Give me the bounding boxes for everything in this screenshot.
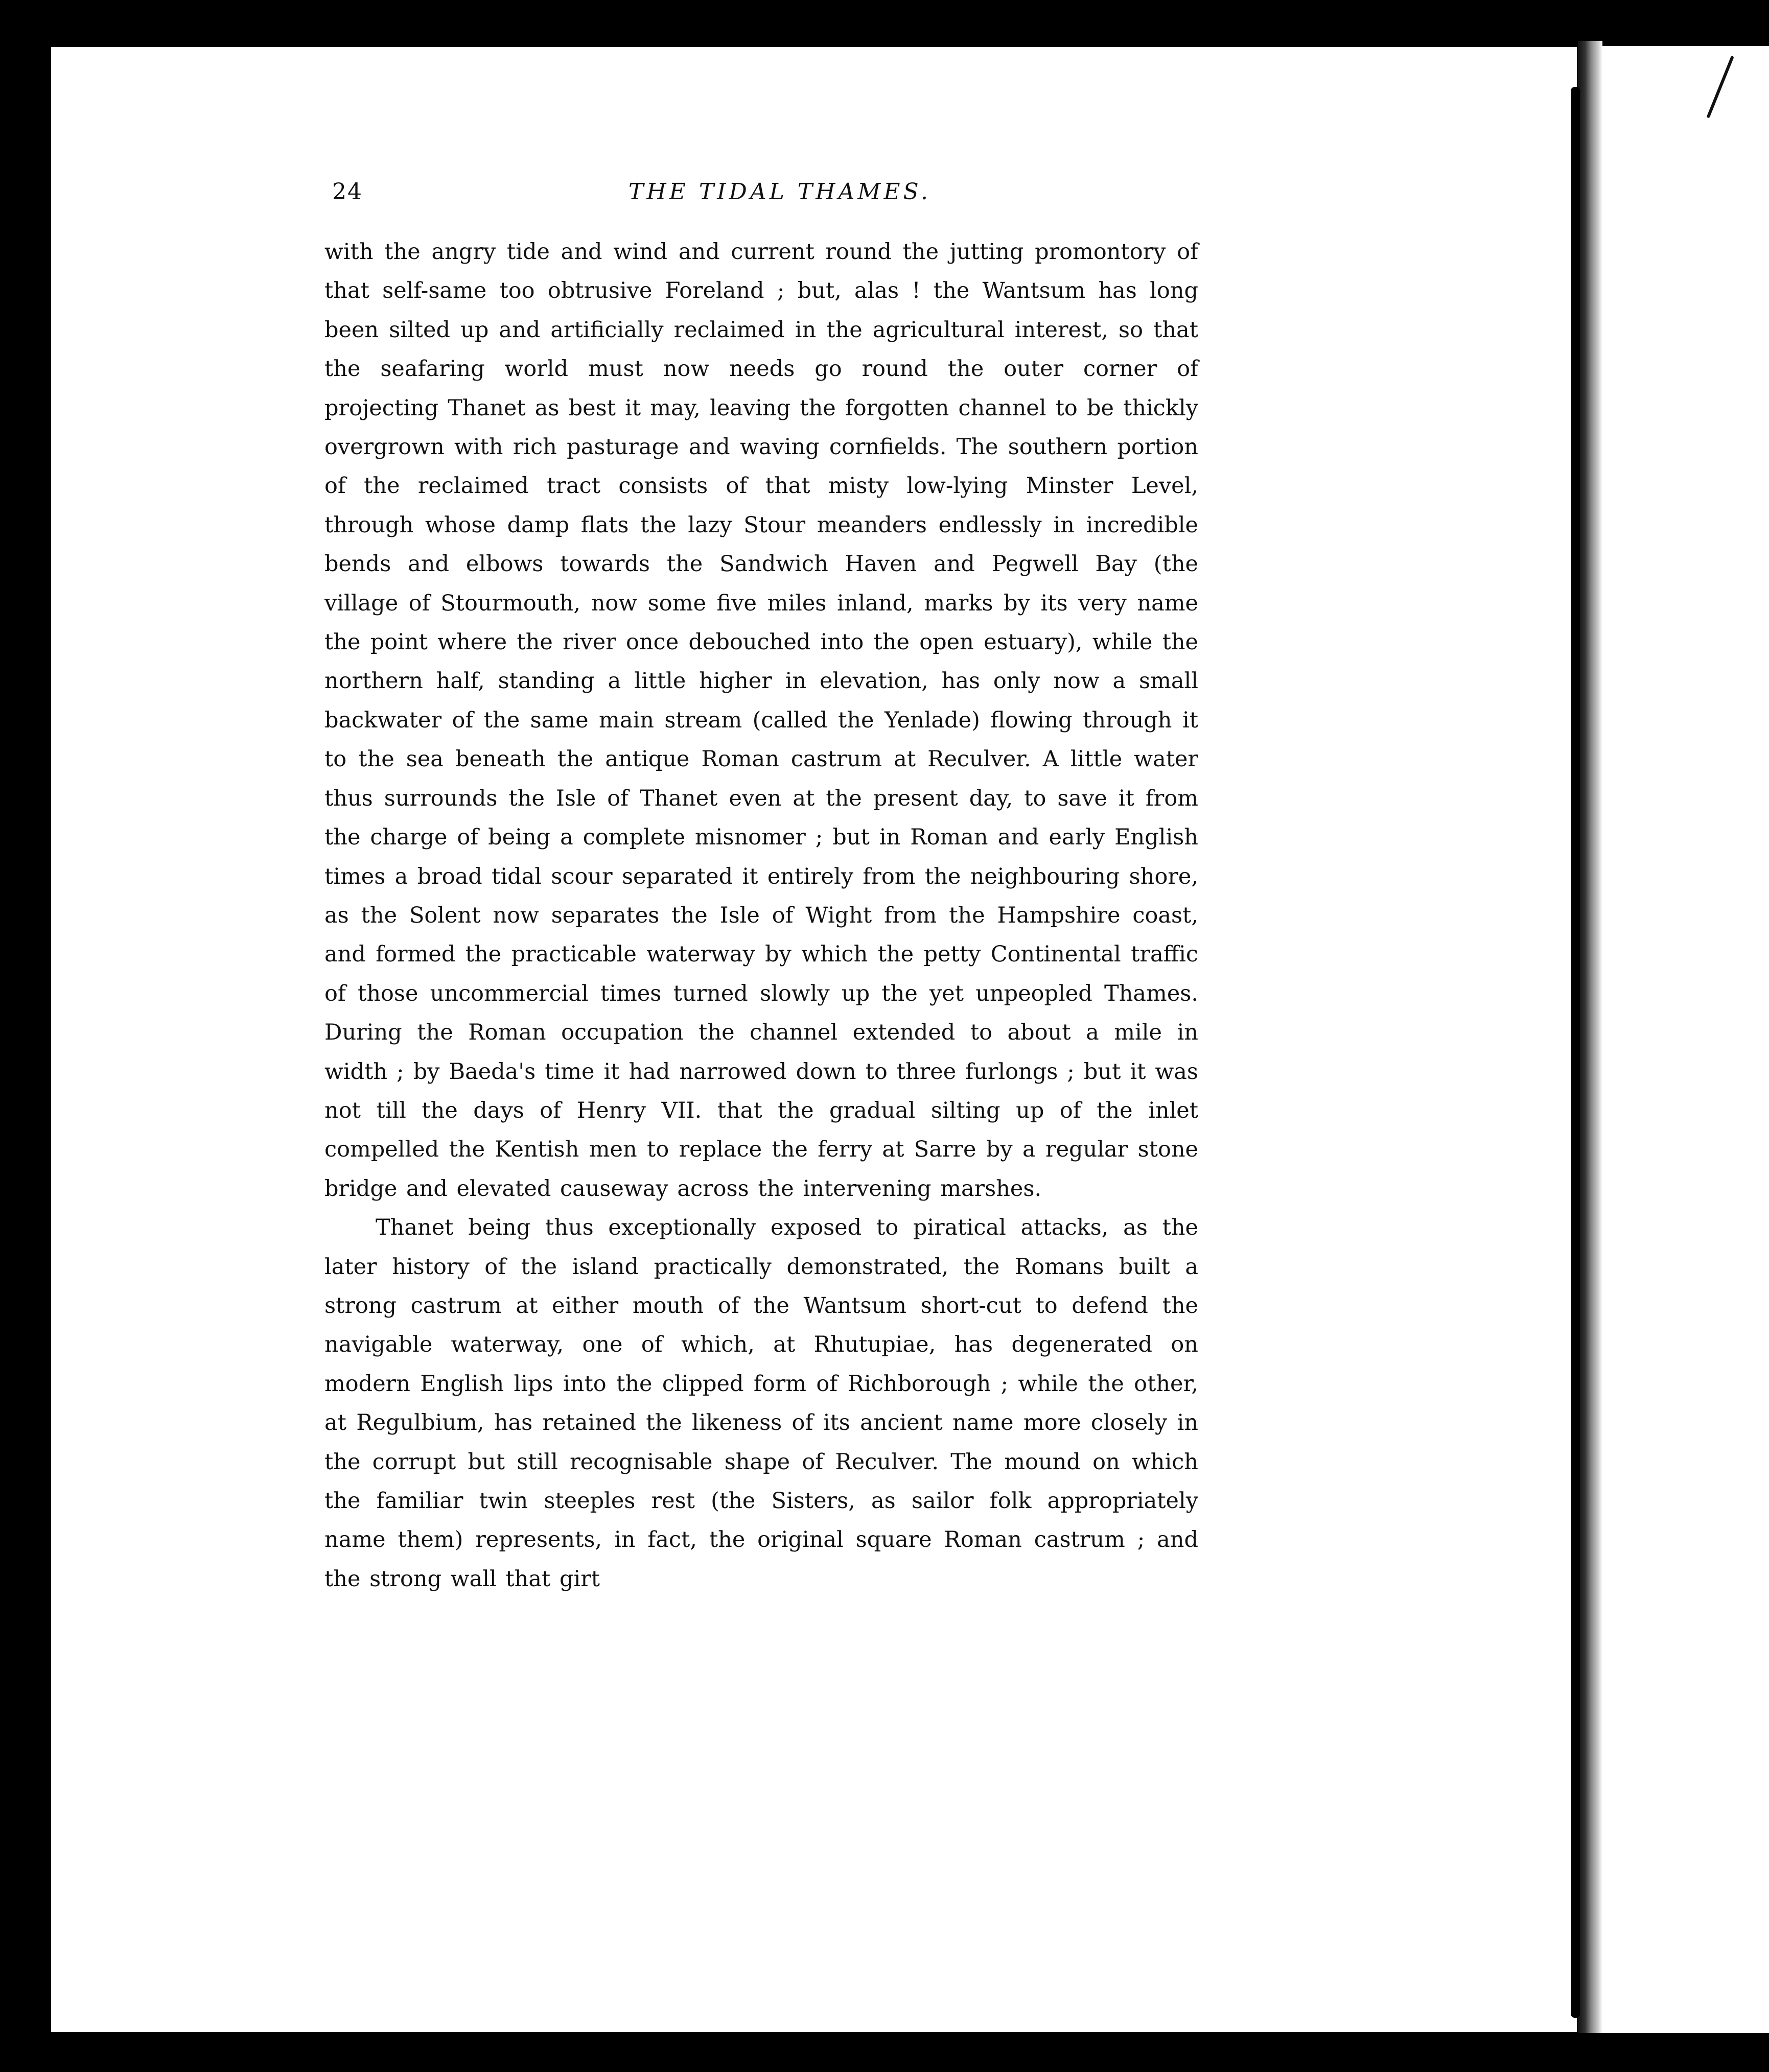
adjacent-page-edge [1578,46,1769,2033]
page-number: 24 [332,179,363,205]
page-header [332,179,1201,215]
binding-shadow [1571,87,1580,2018]
running-head: THE TIDAL THAMES. [629,179,932,205]
paragraph: Thanet being thus exceptionally exposed to piratical attacks, as the later history of the island practically demonstrated, the Romans built a strong castrum at either mouth of the Wantsum short-cut to defend the navigable waterway, one of which, at Rhutupiae, has degenerated on modern English lips into the clipped form of Richborough ; while the other, at Regulbium, has retained the likeness of its ancient name more closely in the corrupt but still recognisable shape of Reculver. The mound on which the familiar twin steeples rest (the Sisters, as sailor folk appropriately name them) represents, in fact, the original square Roman castrum ; and the strong wall that girt [324,1215,1198,1592]
page-gutter-shadow [1578,41,1602,2033]
scan-bottom-border [0,2033,1769,2072]
body-text [324,232,1198,1598]
paragraph: with the angry tide and wind and current round the jutting promontory of that self-same too obtrusive Foreland ; but, alas ! the Wantsum has long been silted up and artificially reclaimed in the agricultural interest, so that the seafaring world must now needs go round the outer corner of projecting Thanet as best it may, leaving the forgotten channel to be thickly overgrown with rich pasturage and waving cornfields. The southern portion of the reclaimed tract consists of that misty low-lying Minster Level, through whose damp flats the lazy Stour meanders endlessly in incredible bends and elbows towards the Sandwich Haven and Pegwell Bay (the village of Stourmouth, now some five miles inland, marks by its very name the point where the river once debouched into the open estuary), while the northern half, standing a little higher in elevation, has only now a small backwater of the same main stream (called the Yenlade) flowing through it to the sea beneath the antique Roman castrum at Reculver. A little water thus surrounds the Isle of Thanet even at the present day, to save it from the charge of being a complete misnomer ; but in Roman and early English times a broad tidal scour separated it entirely from the neighbouring shore, as the Solent now separates the Isle of Wight from the Hampshire coast, and formed the practicable waterway by which the petty Continental traffic of those uncommercial times turned slowly up the yet unpeopled Thames. During the Roman occupation the channel extended to about a mile in width ; by Baeda's time it had narrowed down to three furlongs ; but it was not till the days of Henry VII. that the gradual silting up of the inlet compelled the Kentish men to replace the ferry at Sarre by a regular stone bridge and elevated causeway across the intervening marshes. [324,239,1198,1202]
